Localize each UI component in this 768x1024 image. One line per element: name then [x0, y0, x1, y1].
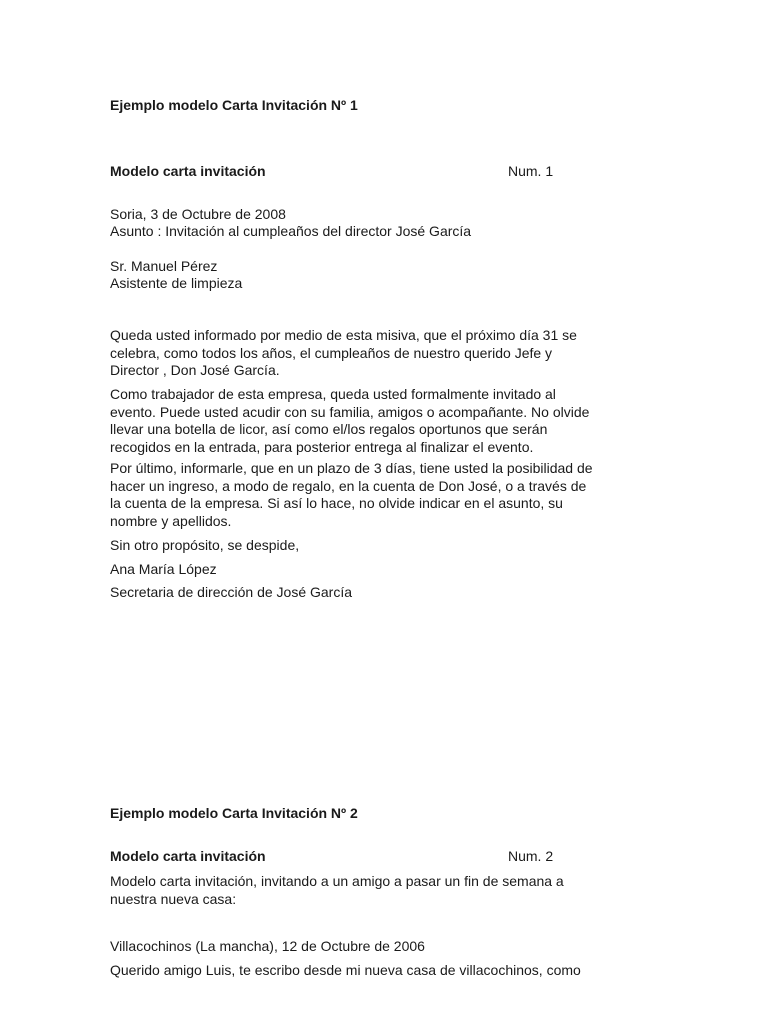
- paragraph-line: nuestra nueva casa:: [110, 890, 237, 907]
- letter1-recipient-role: Asistente de limpieza: [110, 275, 243, 291]
- letter1-paragraph-2: [110, 386, 670, 456]
- paragraph-line: Queda usted informado por medio de esta misiva, que el próximo día 31 se: [110, 327, 577, 343]
- letter1-signer-role: Secretaria de dirección de José García: [110, 584, 353, 600]
- paragraph-line: Como trabajador de esta empresa, queda usted formalmente invitado al: [110, 386, 556, 402]
- letter2-place-date: Villacochinos (La mancha), 12 de Octubre de 2006: [110, 938, 425, 954]
- paragraph-line: llevar una botella de licor, así como el/los regalos oportunos que serán: [110, 421, 548, 437]
- letter2-number: Num. 2: [508, 848, 554, 864]
- paragraph-line: Director , Don José García.: [110, 362, 280, 378]
- paragraph-line: celebra, como todos los años, el cumpleaños de nuestro querido Jefe y: [110, 344, 553, 361]
- letter1-recipient-name: Sr. Manuel Pérez: [110, 258, 218, 274]
- letter1-closing: Sin otro propósito, se despide,: [110, 537, 300, 553]
- letter2-body-start: Querido amigo Luis, te escribo desde mi nueva casa de villacochinos, como: [110, 962, 581, 978]
- letter1-number: Num. 1: [508, 163, 554, 179]
- paragraph-line: hacer un ingreso, a modo de regalo, en la cuenta de Don José, o a través de: [110, 477, 587, 494]
- paragraph-line: Por último, informarle, que en un plazo de 3 días, tiene usted la posibilidad de: [110, 460, 593, 476]
- letter1-signer-name: Ana María López: [110, 561, 217, 577]
- letter2-heading: Ejemplo modelo Carta Invitación Nº 2: [110, 805, 358, 821]
- paragraph-line: Modelo carta invitación, invitando a un amigo a pasar un fin de semana a: [110, 873, 564, 889]
- letter2-intro: [110, 873, 670, 908]
- letter1-heading: Ejemplo modelo Carta Invitación Nº 1: [110, 97, 358, 113]
- paragraph-line: recogidos en la entrada, para posterior entrega al finalizar el evento.: [110, 438, 534, 455]
- paragraph-line: nombre y apellidos.: [110, 512, 232, 529]
- letter1-model-title: Modelo carta invitación: [110, 163, 266, 179]
- letter1-place-date: Soria, 3 de Octubre de 2008: [110, 206, 286, 222]
- letter2-model-title: Modelo carta invitación: [110, 848, 266, 864]
- paragraph-line: la cuenta de la empresa. Si así lo hace, no olvide indicar en el asunto, su: [110, 495, 563, 511]
- letter1-subject: Asunto : Invitación al cumpleaños del director José García: [110, 223, 472, 239]
- letter1-paragraph-1: [110, 327, 670, 380]
- paragraph-line: evento. Puede usted acudir con su familia, amigos o acompañante. No olvide: [110, 403, 590, 420]
- letter1-paragraph-3: [110, 460, 670, 530]
